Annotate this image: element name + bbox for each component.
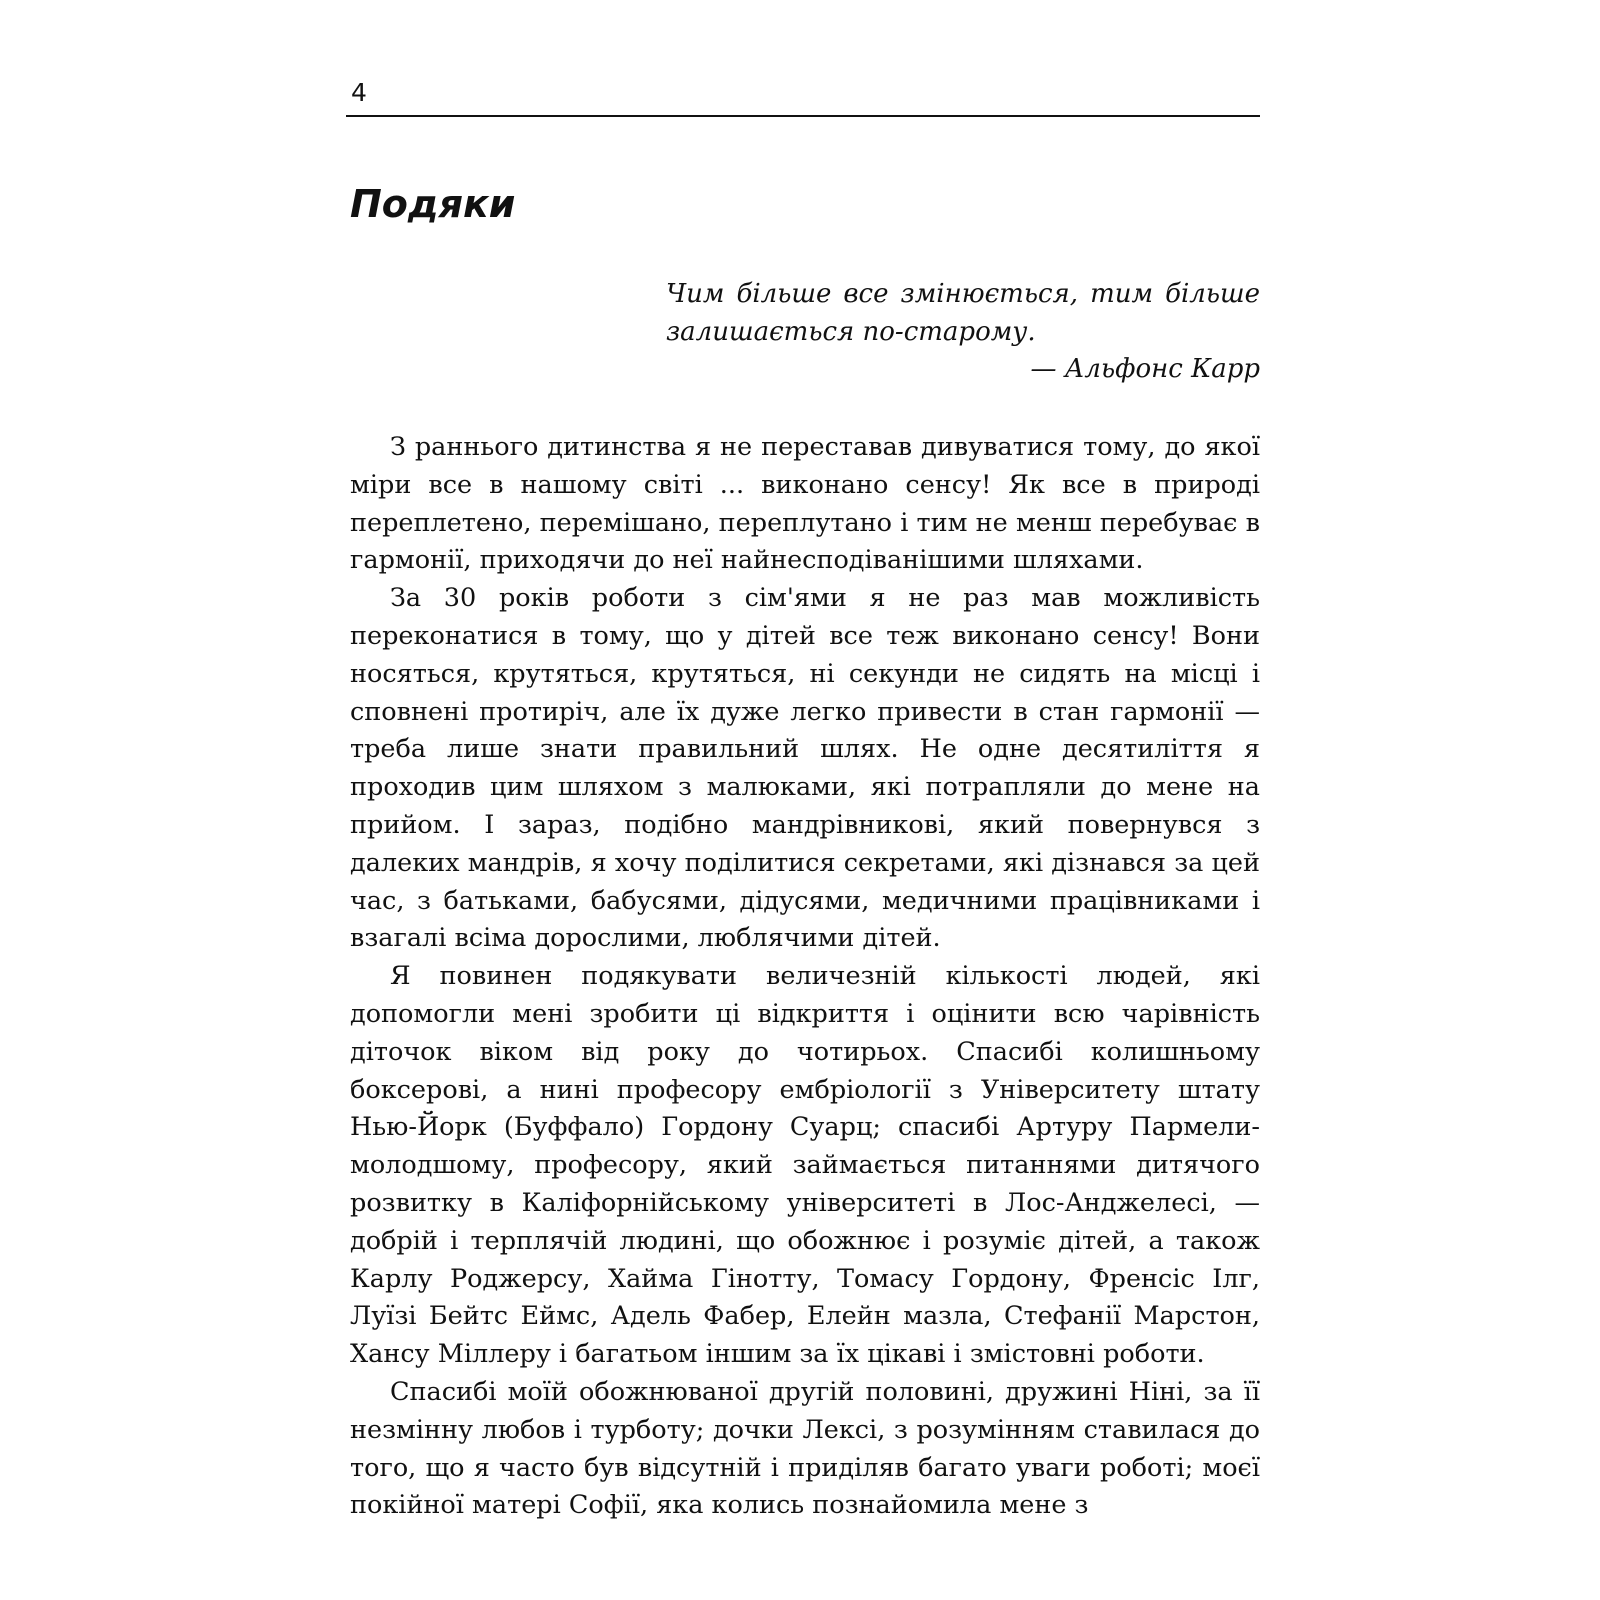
body-text: [350, 429, 1260, 1525]
paragraph: За 30 років роботи з сім'ями я не раз мав можливість переконатися в тому, що у дітей все теж виконано сенсу! Вони носяться, крутяться, крутяться, ні секунди не сидять на місці і сповнені протиріч, але їх дуже легко привести в стан гармонії — треба лише знати правильний шлях. Не одне десятиліття я проходив цим шляхом з малюками, які потрапляли до мене на прийом. І зараз, подібно мандрівникові, який повернувся з далеких мандрів, я хочу поділитися секретами, які дізнався за цей час, з батьками, бабусями, дідусями, медичними працівниками і взагалі всіма дорослими, люблячими дітей.: [350, 583, 1260, 954]
epigraph: [666, 276, 1260, 389]
epigraph-quote: Чим більше все змінюється, тим більше залишається по-старому.: [666, 279, 1260, 347]
page-number: 4: [351, 78, 367, 107]
paragraph: Я повинен подякувати величезній кількості людей, які допомогли мені зробити ці відкриття і оцінити всю чарівність діточок віком від року до чотирьох. Спасибі колишньому боксерові, а нині професору ембріології з Університету штату Нью-Йорк (Буффало) Гордону Суарц; спасибі Артуру Пармели-молодшому, професору, який займається питаннями дитячого розвитку в Каліфорнійському університеті в Лос-Анджелесі, — добрій і терплячій людині, що обожнює і розуміє дітей, а також Карлу Роджерсу, Хайма Гінотту, Томасу Гордону, Френсіс Ілг, Луїзі Бейтс Еймс, Адель Фабер, Елейн мазла, Стефанії Марстон, Хансу Міллеру і багатьом іншим за їх цікаві і змістовні роботи.: [350, 961, 1260, 1370]
paragraph: Спасибі моїй обожнюваної другій половині, дружині Ніні, за її незмінну любов і турботу; дочки Лексі, з розумінням ставилася до того, що я часто був відсутній і приділяв багато уваги роботі; моєї покійної матері Софії, яка колись познайомила мене з: [350, 1376, 1260, 1521]
chapter-title: Подяки: [350, 182, 516, 226]
epigraph-author: — Альфонс Карр: [1030, 354, 1260, 384]
header-divider: [346, 115, 1260, 117]
paragraph: З раннього дитинства я не переставав дивуватися тому, до якої міри все в нашому світі ... виконано сенсу! Як все в природі переплетено, перемішано, переплутано і тим не менш перебуває в гармонії, приходячи до неї найнесподіванішими шляхами.: [350, 432, 1260, 576]
